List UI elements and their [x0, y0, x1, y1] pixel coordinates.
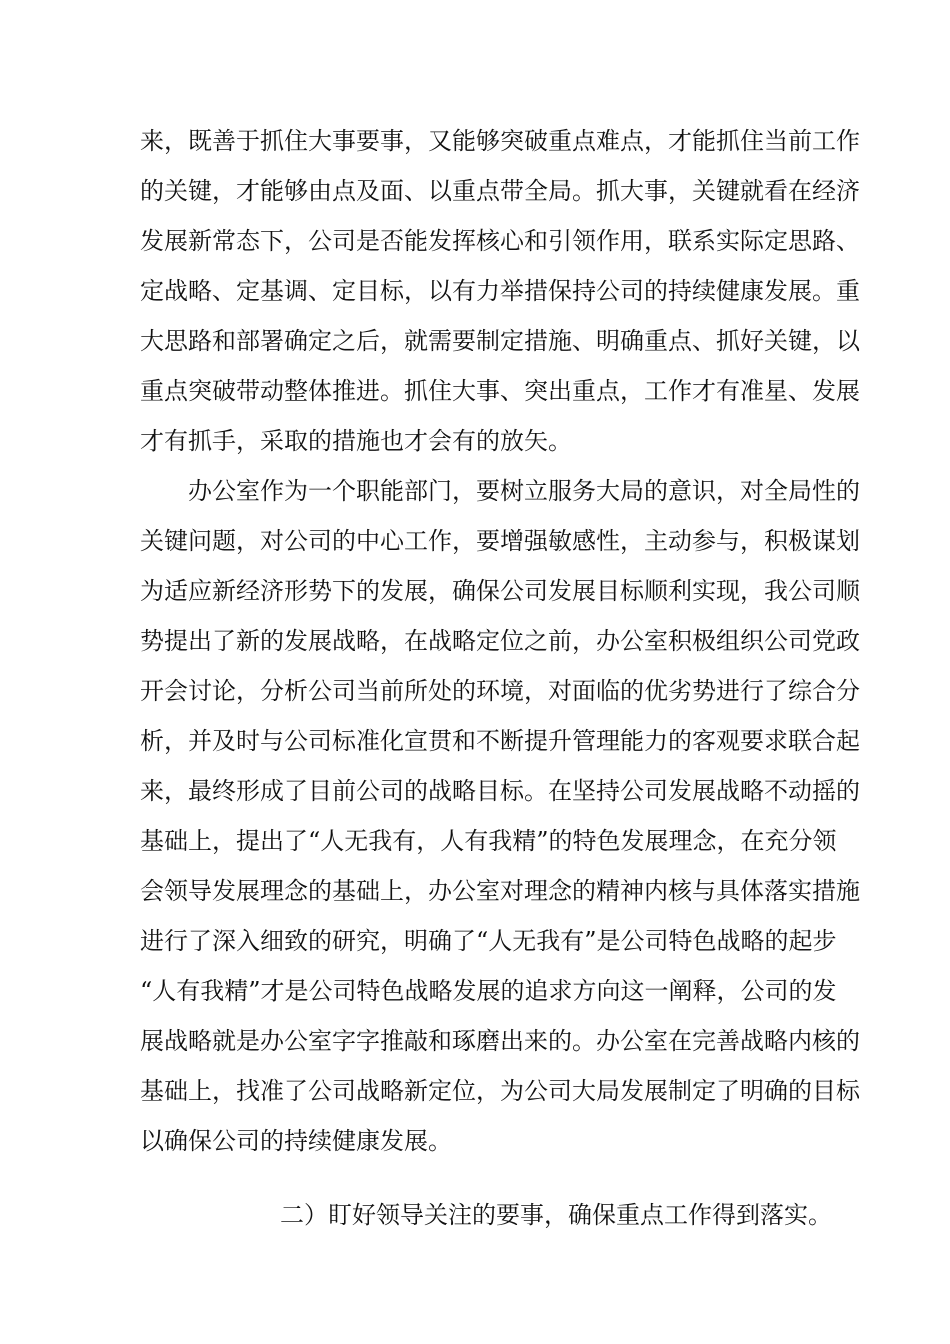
paragraph-line: 势提出了新的发展战略，在战略定位之前，办公室积极组织公司党政 [140, 627, 860, 655]
paragraph-line: 重点突破带动整体推进。抓住大事、突出重点，工作才有准星、发展 [140, 377, 860, 405]
paragraph-line: 进行了深入细致的研究，明确了“人无我有”是公司特色战略的起步 [140, 927, 837, 955]
paragraph-line: 定战略、定基调、定目标，以有力举措保持公司的持续健康发展。重 [140, 277, 860, 305]
paragraph-line: 的关键，才能够由点及面、以重点带全局。抓大事，关键就看在经济 [140, 177, 860, 205]
paragraph-line: 大思路和部署确定之后，就需要制定措施、明确重点、抓好关键，以 [140, 327, 860, 355]
paragraph-line: 为适应新经济形势下的发展，确保公司发展目标顺利实现，我公司顺 [140, 577, 860, 605]
paragraph-line: 来，最终形成了目前公司的战略目标。在坚持公司发展战略不动摇的 [140, 777, 860, 805]
paragraph-line: 以确保公司的持续健康发展。 [140, 1127, 452, 1155]
section-heading: 二）盯好领导关注的要事，确保重点工作得到落实。 [280, 1201, 832, 1229]
paragraph-line: 发展新常态下，公司是否能发挥核心和引领作用，联系实际定思路、 [140, 227, 860, 255]
paragraph-line: “人有我精”才是公司特色战略发展的追求方向这一阐释，公司的发 [140, 977, 837, 1005]
paragraph-line: 开会讨论，分析公司当前所处的环境，对面临的优劣势进行了综合分 [140, 677, 860, 705]
paragraph-line: 关键问题，对公司的中心工作，要增强敏感性，主动参与，积极谋划 [140, 527, 860, 555]
paragraph-line: 办公室作为一个职能部门，要树立服务大局的意识，对全局性的 [140, 477, 860, 505]
paragraph-line: 才有抓手，采取的措施也才会有的放矢。 [140, 427, 572, 455]
paragraph-line: 展战略就是办公室字字推敲和琢磨出来的。办公室在完善战略内核的 [140, 1027, 860, 1055]
paragraph-line: 基础上，提出了“人无我有，人有我精”的特色发展理念，在充分领 [140, 827, 837, 855]
paragraph-line: 来，既善于抓住大事要事，又能够突破重点难点，才能抓住当前工作 [140, 127, 860, 155]
paragraph-line: 基础上，找准了公司战略新定位，为公司大局发展制定了明确的目标 [140, 1077, 860, 1105]
paragraph-line: 会领导发展理念的基础上，办公室对理念的精神内核与具体落实措施 [140, 877, 860, 905]
paragraph-line: 析，并及时与公司标准化宣贯和不断提升管理能力的客观要求联合起 [140, 727, 860, 755]
